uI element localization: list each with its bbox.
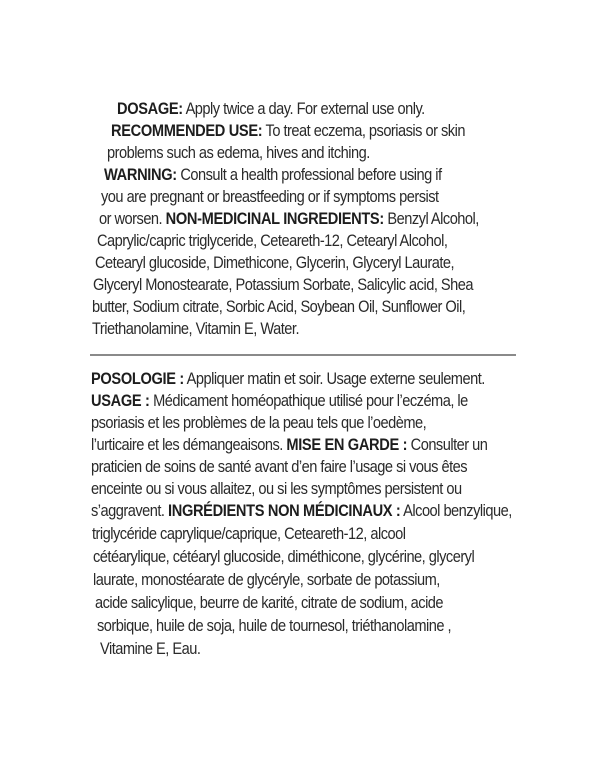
text-line (93, 570, 440, 590)
text-line (95, 593, 443, 613)
non-medicinal-ingredients-text: Benzyl Alcohol, (383, 209, 479, 228)
dosage-text: Apply twice a day. For external use only. (182, 99, 425, 118)
text-line (92, 524, 405, 544)
text-line (101, 187, 439, 207)
posologie-text: Appliquer matin et soir. Usage externe seulement. (183, 369, 485, 388)
line-text: acide salicylique, beurre de karité, citrate de sodium, acide (95, 593, 444, 612)
text-line (91, 413, 426, 433)
text-line (92, 297, 465, 317)
text-line (91, 457, 467, 477)
line-text: s’aggravent. (91, 501, 169, 520)
line-text: or worsen. (99, 209, 166, 228)
ingredients-non-medicinaux-label: INGRÉDIENTS NON MÉDICINAUX : (168, 501, 401, 520)
line-text: triglycéride caprylique/caprique, Ceteareth-12, alcool (92, 524, 406, 543)
line-text: problems such as edema, hives and itching. (107, 143, 370, 162)
non-medicinal-ingredients-line (99, 209, 479, 229)
text-line (107, 143, 370, 163)
line-text: psoriasis et les problèmes de la peau tels que l’oedème, (91, 413, 427, 432)
line-text: l’urticaire et les démangeaisons. (91, 435, 287, 454)
recommended-use-line (111, 121, 465, 141)
posologie-line (91, 369, 485, 389)
line-text: Caprylic/capric triglyceride, Ceteareth-12, Cetearyl Alcohol, (97, 231, 448, 250)
line-text: enceinte ou si vous allaitez, ou si les symptômes persistent ou (91, 479, 462, 498)
ingredients-non-medicinaux-text: Alcool benzylique, (400, 501, 512, 520)
text-line (100, 639, 200, 659)
warning-label: WARNING: (104, 165, 177, 184)
recommended-use-label: RECOMMENDED USE: (111, 121, 263, 140)
line-text: Cetearyl glucoside, Dimethicone, Glycerin, Glyceryl Laurate, (95, 253, 455, 272)
text-line (91, 479, 462, 499)
line-text: Vitamine E, Eau. (100, 639, 201, 658)
line-text: butter, Sodium citrate, Sorbic Acid, Soybean Oil, Sunflower Oil, (92, 297, 466, 316)
mise-en-garde-text: Consulter un (407, 435, 488, 454)
dosage-label: DOSAGE: (117, 99, 183, 118)
ingredients-non-medicinaux-line (91, 501, 512, 521)
usage-text: Médicament homéopathique utilisé pour l’eczéma, le (149, 391, 468, 410)
usage-label: USAGE : (91, 391, 150, 410)
line-text: Glyceryl Monostearate, Potassium Sorbate, Salicylic acid, Shea (93, 275, 473, 294)
line-text: praticien de soins de santé avant d’en faire l’usage si vous êtes (91, 457, 468, 476)
text-line (93, 275, 473, 295)
line-text: sorbique, huile de soja, huile de tournesol, triéthanolamine , (97, 616, 452, 635)
dosage-line (117, 99, 425, 119)
text-line (93, 547, 474, 567)
line-text: laurate, monostéarate de glycéryle, sorbate de potassium, (93, 570, 440, 589)
line-text: you are pregnant or breastfeeding or if symptoms persist (101, 187, 439, 206)
non-medicinal-ingredients-label: NON-MEDICINAL INGREDIENTS: (165, 209, 384, 228)
text-line (97, 231, 447, 251)
text-line (95, 253, 454, 273)
text-line (92, 319, 299, 339)
section-divider (90, 354, 516, 356)
line-text: Triethanolamine, Vitamin E, Water. (92, 319, 300, 338)
line-text: cétéarylique, cétéaryl glucoside, diméthicone, glycérine, glyceryl (93, 547, 475, 566)
warning-text: Consult a health professional before using if (176, 165, 442, 184)
usage-line (91, 391, 468, 411)
mise-en-garde-line (91, 435, 487, 455)
text-line (97, 616, 451, 636)
posologie-label: POSOLOGIE : (91, 369, 184, 388)
warning-line (104, 165, 442, 185)
mise-en-garde-label: MISE EN GARDE : (286, 435, 408, 454)
recommended-use-text: To treat eczema, psoriasis or skin (262, 121, 465, 140)
